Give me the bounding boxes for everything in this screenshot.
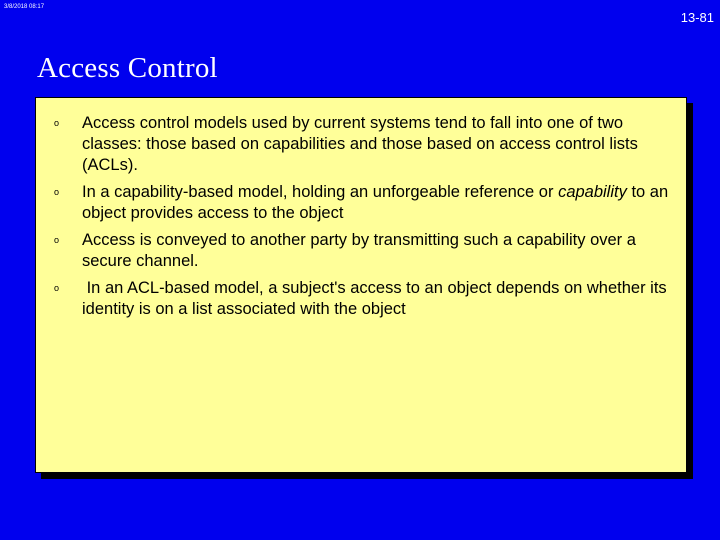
bullet-text-tail: to an object provides access to the object [82,183,669,222]
bullet-text: In an ACL-based model, a subject's access to an object depends on whether its identity is on a list associated with the object [82,279,672,318]
bullet-marker-icon: o [54,283,60,293]
bullet-marker-icon: o [54,118,60,128]
bullet-text: Access is conveyed to another party by transmitting such a capability over a secure channel. [82,231,636,270]
bullet-list [36,113,686,326]
content-panel [35,97,687,473]
bullet-item [36,113,686,176]
bullet-text-lead: In a capability-based model, holding an unforgeable reference or [82,183,559,201]
slide-title: Access Control [37,52,218,84]
bullet-text [82,183,668,222]
bullet-emphasis-term: capability [558,183,627,201]
slide-timestamp: 3/8/2018 08:17 [4,4,45,10]
bullet-text: Access control models used by current systems tend to fall into one of two classes: those based on capabilities and those based on access control lists (ACLs). [82,114,638,174]
bullet-marker-icon: o [54,235,60,245]
bullet-item [36,230,686,272]
slide-page-number: 13-81 [680,10,714,25]
bullet-item [36,182,686,224]
bullet-marker-icon: o [54,187,60,197]
bullet-item [36,278,686,320]
